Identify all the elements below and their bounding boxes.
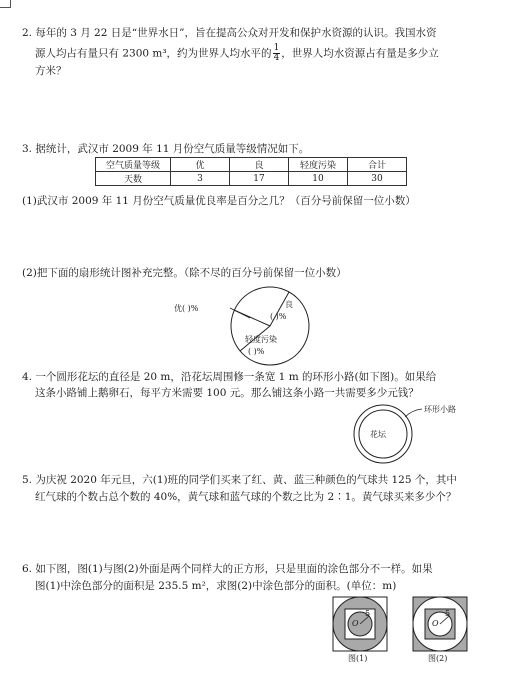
table-header-cell: 良	[230, 158, 289, 172]
q2-line2-b: ，世界人均水资源占有量是多少立	[281, 47, 439, 60]
pie-label-qingdu-percent: ( )%	[248, 347, 265, 356]
pie-label-you: 优( )%	[174, 304, 199, 313]
q4-bed-label: 花坛	[370, 430, 386, 439]
q2-line3: 方米？	[35, 65, 67, 77]
q3-part1: (1)武汉市 2009 年 11 月份空气质量优良率是百分之几？（百分号前保留一位小数）	[22, 195, 416, 207]
table-cell: 10	[289, 172, 348, 186]
q2-line2-a: 源人均占有量只有 2300 m³，约为世界人均水平的	[35, 47, 272, 60]
pie-label-qingdu: 轻度污染	[245, 335, 277, 344]
table-cell: 天数	[96, 172, 171, 186]
figure-2	[413, 597, 467, 651]
table-cell: 3	[171, 172, 230, 186]
q6-line2: 图(1)中涂色部分的面积是 235.5 m²，求图(2)中涂色部分的面积。(单位：m)	[35, 580, 397, 592]
fig2-caption: 图(2)	[428, 654, 448, 663]
table-cell: 17	[230, 172, 289, 186]
fig1-caption: 图(1)	[348, 654, 368, 663]
q2-fraction-numerator: 1	[273, 43, 280, 53]
table-header-cell: 空气质量等级	[96, 158, 171, 172]
table-cell: 30	[348, 172, 407, 186]
fig2-radius-label: 5	[445, 609, 451, 618]
q6-line1: 6. 如下图，图(1)与图(2)外面是两个同样大的正方形，只是里面的涂色部分不一样。如果	[22, 563, 433, 575]
pie-label-liang: 良	[285, 300, 293, 309]
fig1-radius-label: 5	[365, 609, 371, 618]
table-header-cell: 合计	[348, 158, 407, 172]
q4-line1: 4. 一个圆形花坛的直径是 20 m，沿花坛周围修一条宽 1 m 的环形小路(如下图)。如果给	[22, 371, 437, 383]
q2-fraction-denominator: 4	[273, 53, 280, 63]
q4-path-label: 环形小路	[424, 405, 456, 414]
fig2-center-label: O	[432, 619, 439, 628]
q5-line2: 红气球的个数占总个数的 40%，黄气球和蓝气球的个数之比为 2∶1。黄气球买来多少个？	[35, 491, 457, 503]
table-header-cell: 优	[171, 158, 230, 172]
figure-1	[333, 597, 387, 651]
q3-part2: (2)把下面的扇形统计图补充完整。（除不尽的百分号前保留一位小数）	[22, 267, 347, 279]
q2-line1: 2. 每年的 3 月 22 日是“世界水日”，旨在提高公众对开发和保护水资源的认识。我国水资	[22, 27, 437, 39]
q4-line2: 这条小路铺上鹅卵石，每平方米需要 100 元。那么铺这条小路一共需要多少元钱？	[35, 387, 419, 399]
fig1-center-label: O	[352, 619, 359, 628]
q3-intro: 3. 据统计，武汉市 2009 年 11 月份空气质量等级情况如下。	[22, 143, 310, 155]
table-header-cell: 轻度污染	[289, 158, 348, 172]
pie-label-liang-percent: ( )%	[270, 312, 287, 321]
q5-line1: 5. 为庆祝 2020 年元旦，六(1)班的同学们买来了红、黄、蓝三种颜色的气球共 125 个，其中	[22, 474, 457, 486]
